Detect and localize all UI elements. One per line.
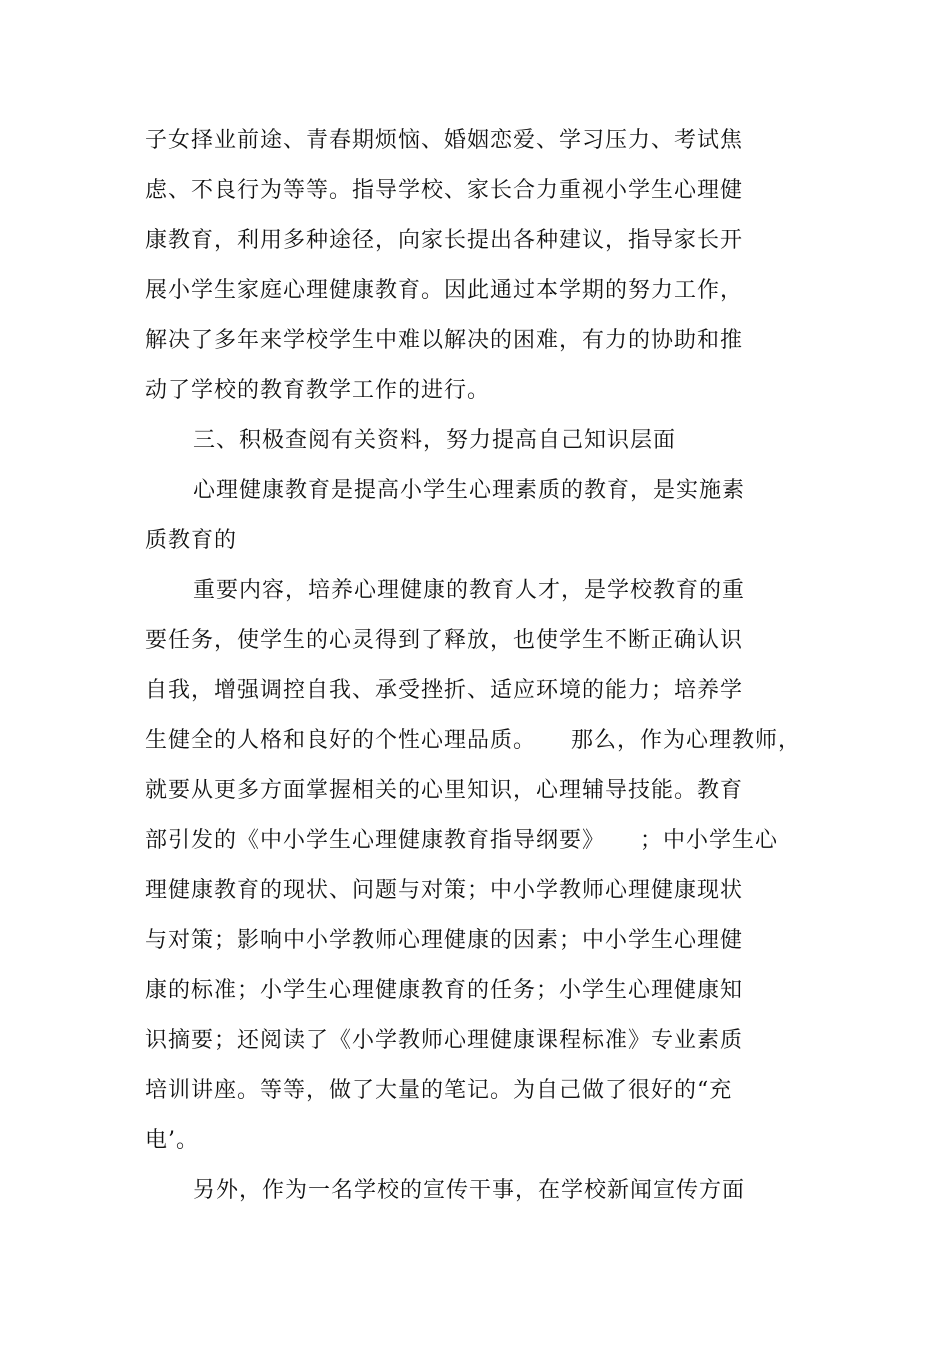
text-line: 解决了多年来学校学生中难以解决的困难，有力的协助和推	[145, 328, 744, 353]
text-line: 心理健康教育是提高小学生心理素质的教育，是实施素	[193, 478, 746, 503]
section-heading: 三、积极查阅有关资料，努力提高自己知识层面	[193, 428, 677, 453]
text-line: 生健全的人格和良好的个性心理品质。 那么，作为心理教师，	[145, 728, 802, 753]
text-line: 子女择业前途、青春期烦恼、婚姻恋爱、学习压力、考试焦	[145, 128, 744, 153]
text-line: 另外，作为一名学校的宣传干事，在学校新闻宣传方面	[193, 1178, 746, 1203]
text-line: 重要内容，培养心理健康的教育人才，是学校教育的重	[193, 578, 746, 603]
text-line: 培训讲座。等等，做了大量的笔记。为自己做了很好的“充	[145, 1078, 733, 1103]
text-line: 虑、不良行为等等。指导学校、家长合力重视小学生心理健	[145, 178, 744, 203]
text-line: 康的标准；小学生心理健康教育的任务；小学生心理健康知	[145, 978, 744, 1003]
text-line: 理健康教育的现状、问题与对策；中小学教师心理健康现状	[145, 878, 744, 903]
text-line: 康教育，利用多种途径，向家长提出各种建议，指导家长开	[145, 228, 744, 253]
text-line: 展小学生家庭心理健康教育。因此通过本学期的努力工作，	[145, 278, 744, 303]
text-line: 识摘要；还阅读了《小学教师心理健康课程标准》专业素质	[145, 1028, 744, 1053]
text-line: 质教育的	[145, 528, 238, 553]
text-line: 部引发的《中小学生心理健康教育指导纲要》 ；中小学生心	[145, 828, 779, 853]
text-line: 就要从更多方面掌握相关的心里知识，心理辅导技能。教育	[145, 778, 744, 803]
text-line: 自我，增强调控自我、承受挫折、适应环境的能力；培养学	[145, 678, 744, 703]
text-line: 要任务，使学生的心灵得到了释放，也使学生不断正确认识	[145, 628, 744, 653]
text-line: 动了学校的教育教学工作的进行。	[145, 378, 491, 403]
text-line: 电’。	[145, 1128, 199, 1153]
text-line: 与对策；影响中小学教师心理健康的因素；中小学生心理健	[145, 928, 744, 953]
